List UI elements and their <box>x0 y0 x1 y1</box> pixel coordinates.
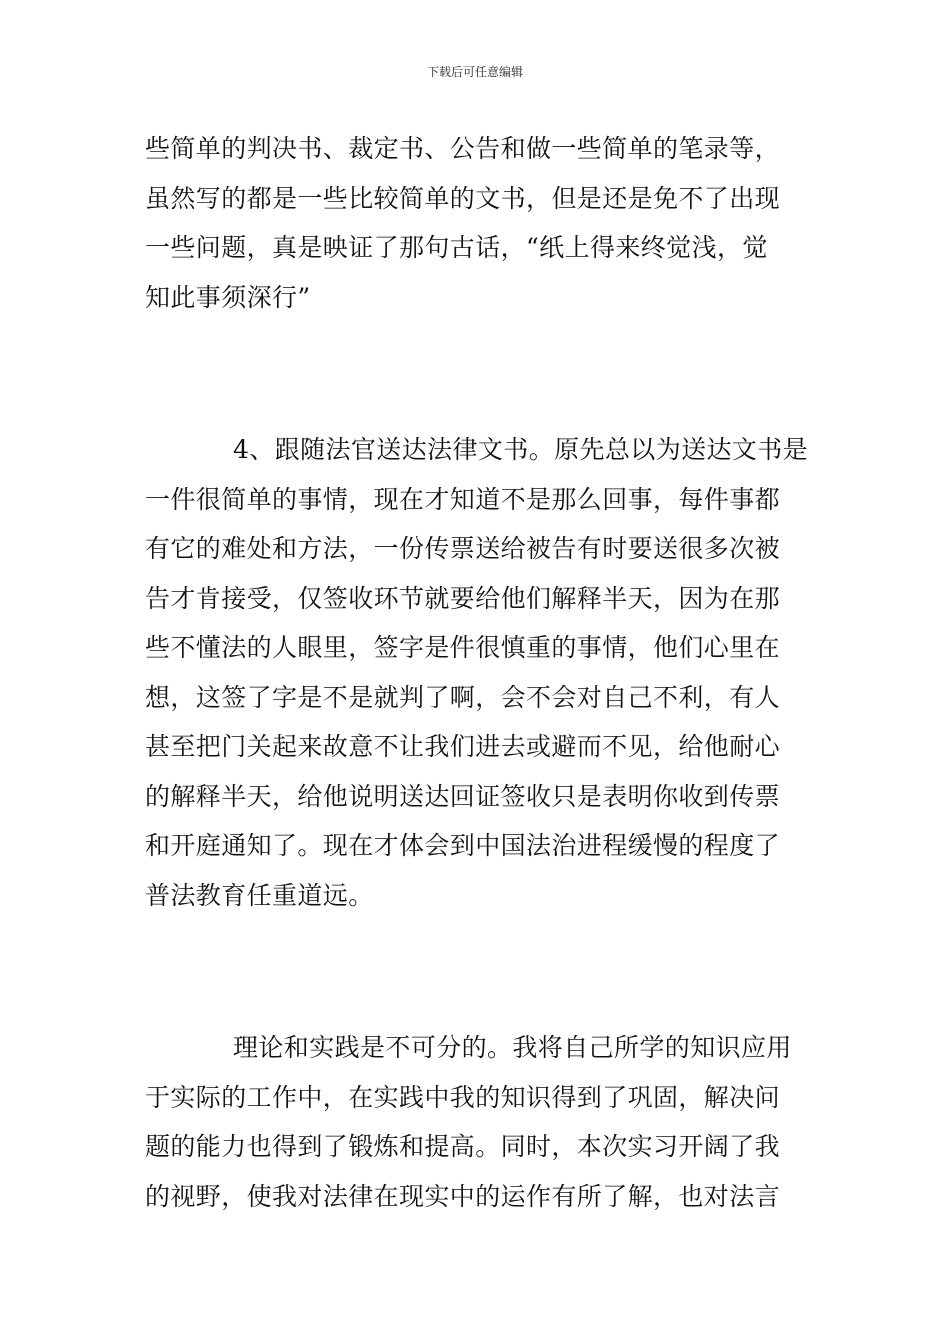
paragraph-continuation: 些简单的判决书、裁定书、公告和做一些简单的笔录等， 虽然写的都是一些比较简单的文书，但是还是免不了出现 一些问题，真是映证了那句古话，“纸上得来终觉浅，觉 知此事须深行” <box>145 134 781 312</box>
page-header: 下载后可任意编辑 <box>426 65 523 79</box>
paragraph-theory-practice: 理论和实践是不可分的。我将自己所学的知识应用 于实际的工作中，在实践中我的知识得到了巩固，解决问 题的能力也得到了锻炼和提高。同时，本次实习开阔了我 的视野，使我对法律在现实中的运作有所了解，也对法言 <box>145 1033 792 1211</box>
paragraph-serving-documents: 4、跟随法官送达法律文书。原先总以为送达文书是 一件很简单的事情，现在才知道不是那么回事，每件事都 有它的难处和方法，一份传票送给被告有时要送很多次被 告才肯接受，仅签收环节就要给他们解释半天，因为在那 些不懂法的人眼里，签字是件很慎重的事情，他们心里在 想，这签了字是不是就判了啊，会不会对自己不利，有人 甚至把门关起来故意不让我们进去或避而不见，给他耐心 的解释半天，给他说明送达回证签收只是表明你收到传票 和开庭通知了。现在才体会到中国法治进程缓慢的程度了 普法教育任重道远。 <box>145 435 809 910</box>
